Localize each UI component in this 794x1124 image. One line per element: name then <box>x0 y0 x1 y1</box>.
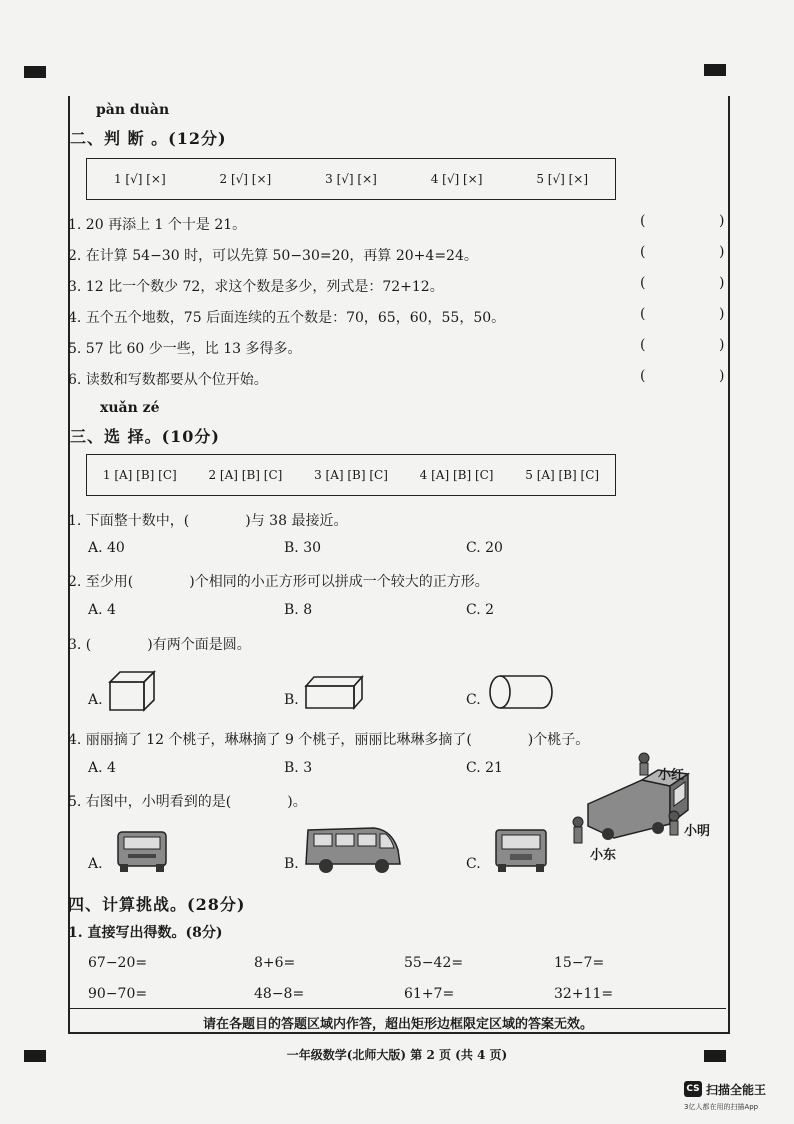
cube-icon <box>106 668 158 712</box>
section4-title: 四、计算挑战。(28分) <box>68 895 246 914</box>
q4-option-b: B. 3 <box>284 760 313 776</box>
section2-title: 二、判 断 。(12分) <box>70 129 227 148</box>
answer-paren-close: ) <box>719 275 725 291</box>
q3-option-c: C. <box>466 692 481 708</box>
section3-pinyin: xuǎn zé <box>100 400 160 416</box>
answer-cell[interactable]: 1 [√] [×] <box>113 172 166 186</box>
section3-title: 三、选 择。(10分) <box>70 427 220 446</box>
answer-paren-open: ( <box>640 244 646 260</box>
section4-sub1: 1. 直接写出得数。(8分) <box>68 925 223 941</box>
answer-paren-open: ( <box>640 337 646 353</box>
section2-pinyin: pàn duàn <box>96 102 170 118</box>
answer-paren-close: ) <box>719 213 725 229</box>
van-back-view-icon <box>492 826 550 874</box>
judge-question-3: 3. 12 比一个数少 72，求这个数是多少，列式是：72+12。 <box>68 279 444 295</box>
cylinder-icon <box>486 672 556 712</box>
notice-text: 请在各题目的答题区域内作答，超出矩形边框限定区域的答案无效。 <box>202 1017 593 1032</box>
q1-option-c: C. 20 <box>466 540 503 556</box>
answer-paren-open: ( <box>640 306 646 322</box>
answer-paren-open: ( <box>640 368 646 384</box>
q1-option-a: A. 40 <box>88 540 125 556</box>
calc-item: 61+7= <box>404 986 455 1002</box>
watermark-title: 扫描全能王 <box>706 1083 767 1097</box>
page-footer: 一年级数学(北师大版) 第 2 页 (共 4 页) <box>286 1048 508 1062</box>
label-xiaoming: 小明 <box>684 824 711 839</box>
answer-cell[interactable]: 2 [A] [B] [C] <box>208 468 283 482</box>
q2-option-c: C. 2 <box>466 602 495 618</box>
cuboid-icon <box>302 672 364 712</box>
calc-item: 15−7= <box>554 955 605 971</box>
calc-item: 32+11= <box>554 986 614 1002</box>
q3-option-b: B. <box>284 692 299 708</box>
judge-question-6: 6. 读数和写数都要从个位开始。 <box>68 372 268 388</box>
calc-item: 8+6= <box>254 955 296 971</box>
answer-cell[interactable]: 4 [A] [B] [C] <box>419 468 494 482</box>
answer-paren-close: ) <box>719 337 725 353</box>
label-xiaodong: 小东 <box>590 848 617 863</box>
answer-cell[interactable]: 5 [A] [B] [C] <box>525 468 600 482</box>
q1-option-b: B. 30 <box>284 540 322 556</box>
calc-item: 55−42= <box>404 955 464 971</box>
notice-divider <box>68 1008 726 1009</box>
q4-option-c: C. 21 <box>466 760 503 776</box>
van-front-view-icon <box>114 828 170 874</box>
q4-option-a: A. 4 <box>88 760 116 776</box>
answer-paren-open: ( <box>640 213 646 229</box>
q5-option-c: C. <box>466 856 481 872</box>
answer-cell[interactable]: 3 [A] [B] [C] <box>314 468 388 482</box>
choice-question-5: 5. 右图中，小明看到的是( )。 <box>68 794 307 810</box>
choice-question-1: 1. 下面整十数中，( )与 38 最接近。 <box>68 513 348 529</box>
answer-cell[interactable]: 4 [√] [×] <box>430 172 483 186</box>
section2-answer-box <box>86 158 616 200</box>
q2-option-a: A. 4 <box>88 602 116 618</box>
calc-item: 90−70= <box>88 986 148 1002</box>
answer-cell[interactable]: 2 [√] [×] <box>219 172 272 186</box>
judge-question-2: 2. 在计算 54−30 时，可以先算 50−30=20，再算 20+4=24。 <box>68 248 478 264</box>
answer-cell[interactable]: 5 [√] [×] <box>536 172 589 186</box>
q3-option-a: A. <box>88 692 103 708</box>
calc-item: 48−8= <box>254 986 305 1002</box>
registration-mark-top-right <box>704 64 726 76</box>
answer-paren-close: ) <box>719 244 725 260</box>
calc-item: 67−20= <box>88 955 148 971</box>
choice-question-2: 2. 至少用( )个相同的小正方形可以拼成一个较大的正方形。 <box>68 574 489 590</box>
q5-option-a: A. <box>88 856 103 872</box>
judge-question-4: 4. 五个五个地数，75 后面连续的五个数是：70，65，60，55，50。 <box>68 310 506 326</box>
van-side-view-icon <box>302 822 406 874</box>
judge-question-1: 1. 20 再添上 1 个十是 21。 <box>68 217 247 233</box>
choice-question-3: 3. ( )有两个面是圆。 <box>68 637 251 653</box>
watermark-subtitle: 3亿人都在用的扫描App <box>684 1103 759 1111</box>
answer-paren-close: ) <box>719 368 725 384</box>
judge-question-5: 5. 57 比 60 少一些，比 13 多得多。 <box>68 341 302 357</box>
registration-mark-top-left <box>24 66 46 78</box>
answer-paren-close: ) <box>719 306 725 322</box>
label-xiaohong: 小红 <box>658 768 685 783</box>
camscanner-logo-icon: CS <box>684 1081 702 1097</box>
answer-paren-open: ( <box>640 275 646 291</box>
answer-cell[interactable]: 1 [A] [B] [C] <box>102 468 177 482</box>
section3-answer-box <box>86 454 616 496</box>
q2-option-b: B. 8 <box>284 602 313 618</box>
q5-option-b: B. <box>284 856 299 872</box>
answer-cell[interactable]: 3 [√] [×] <box>325 172 377 186</box>
choice-question-4: 4. 丽丽摘了 12 个桃子，琳琳摘了 9 个桃子，丽丽比琳琳多摘了( )个桃子。 <box>68 732 590 748</box>
